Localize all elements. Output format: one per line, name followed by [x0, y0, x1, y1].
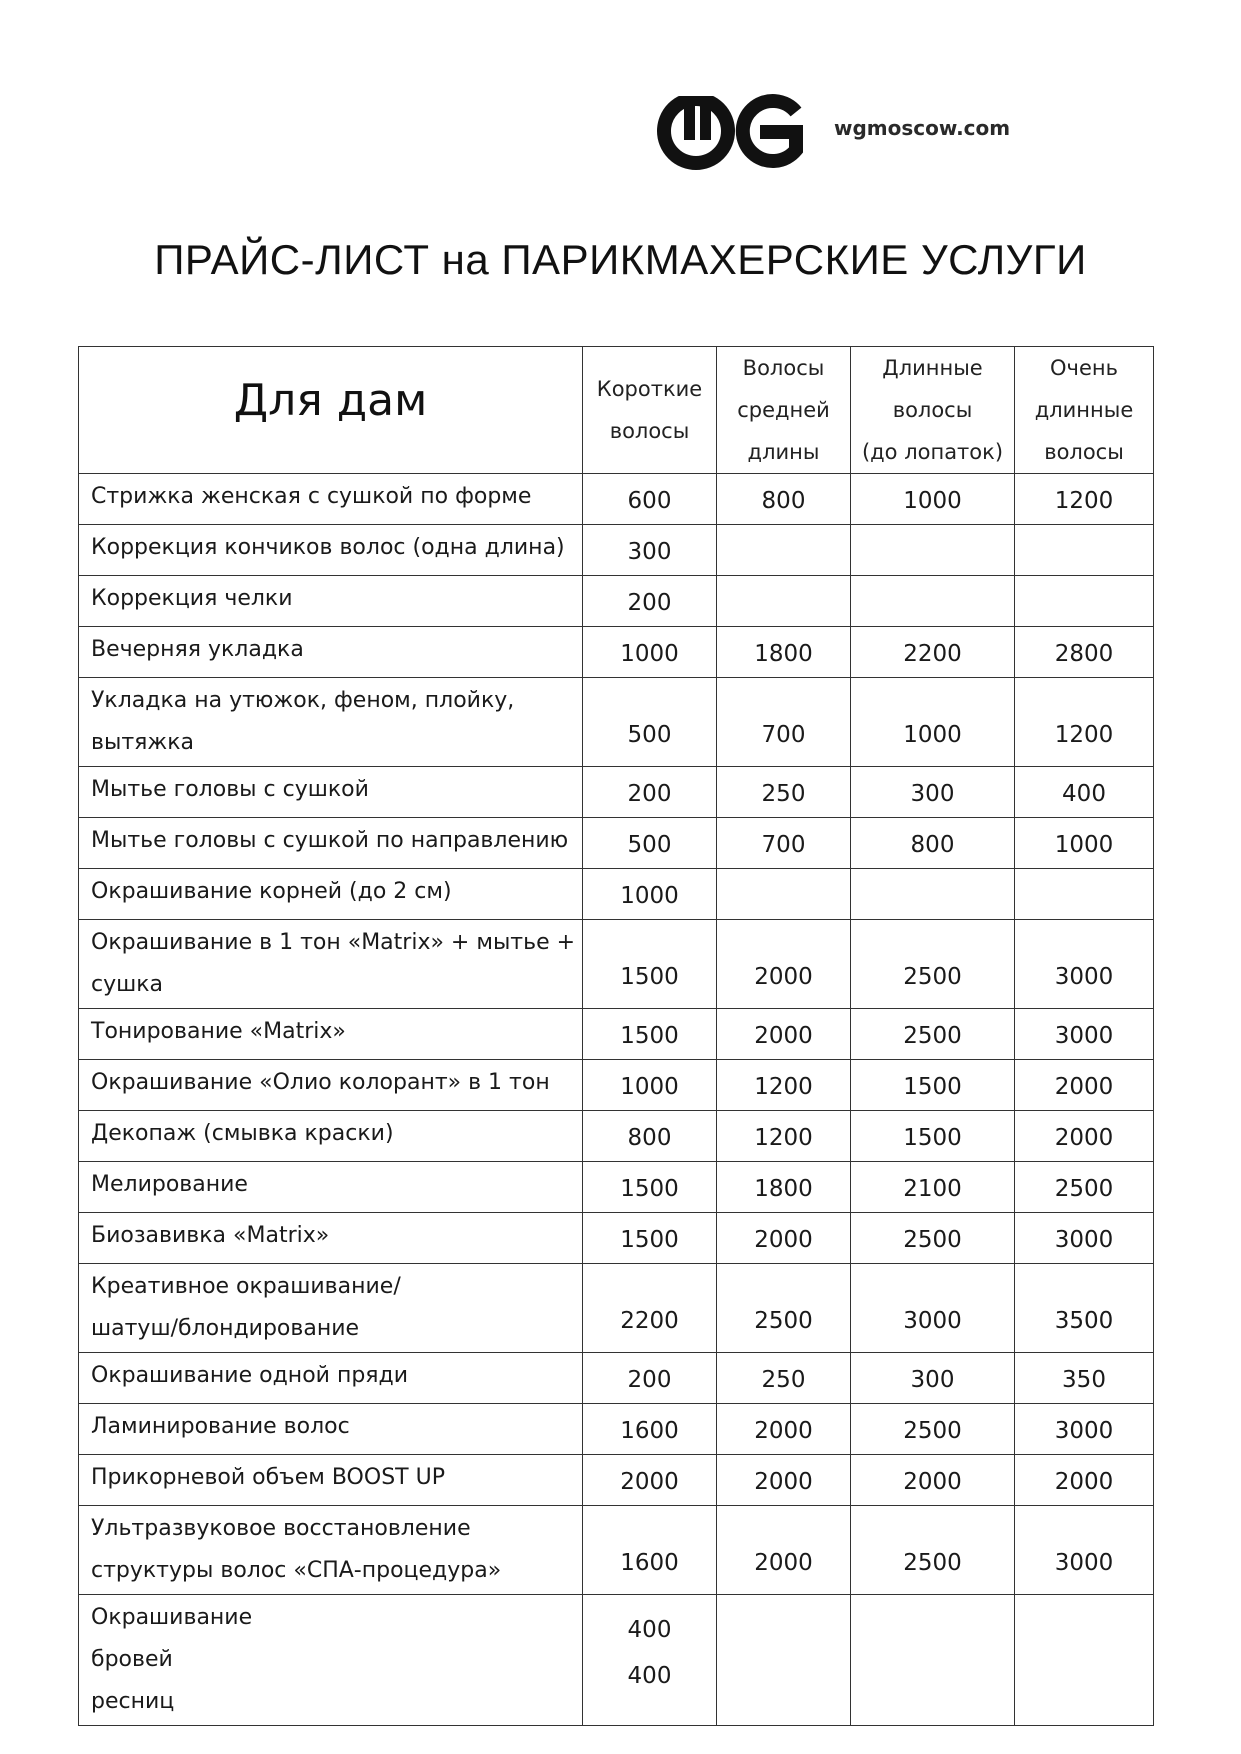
price-cell — [1015, 1506, 1154, 1595]
price-value: 1500 — [903, 1074, 962, 1100]
price-value: 1200 — [1054, 722, 1114, 748]
price-value: 1200 — [754, 1125, 813, 1151]
service-name — [79, 1506, 583, 1595]
price-cell — [717, 1506, 851, 1595]
service-name-line: Окрашивание «Олио колорант» в 1 тон — [91, 1070, 550, 1095]
table-row — [79, 1162, 1154, 1213]
price-cell — [717, 920, 851, 1009]
price-value: 200 — [627, 590, 672, 616]
table-row — [79, 1506, 1154, 1595]
price-cell — [851, 1595, 1015, 1726]
price-value: 3000 — [1054, 964, 1114, 990]
price-value: 800 — [761, 488, 806, 514]
table-row — [79, 1111, 1154, 1162]
service-name-line: сушка — [91, 972, 164, 997]
price-cell — [717, 767, 851, 818]
service-name — [79, 1213, 583, 1264]
price-value: 1000 — [903, 488, 962, 514]
price-cell — [583, 1506, 717, 1595]
service-name — [79, 1111, 583, 1162]
service-name — [79, 474, 583, 525]
column-header-long: Длинные волосы (до лопаток) — [851, 347, 1015, 474]
price-value: 250 — [761, 1367, 806, 1393]
service-name-line: Окрашивание одной пряди — [91, 1363, 409, 1388]
price-cell — [717, 525, 851, 576]
price-value: 1000 — [903, 722, 962, 748]
service-name — [79, 1264, 583, 1353]
price-value: 700 — [761, 722, 806, 748]
service-name-line: шатуш/блондирование — [91, 1316, 360, 1341]
price-value: 1000 — [620, 641, 679, 667]
price-cell — [583, 1264, 717, 1353]
price-value: 2000 — [1054, 1125, 1114, 1151]
page-title: ПРАЙС-ЛИСТ на ПАРИКМАХЕРСКИЕ УСЛУГИ — [154, 236, 1087, 283]
service-name — [79, 920, 583, 1009]
price-cell — [717, 1404, 851, 1455]
service-name-line: Креативное окрашивание/ — [91, 1274, 401, 1299]
table-row — [79, 869, 1154, 920]
service-name-line: вытяжка — [91, 730, 194, 755]
service-name-line: Мелирование — [91, 1172, 248, 1197]
price-value: 2000 — [754, 1418, 813, 1444]
price-cell — [583, 474, 717, 525]
price-cell — [851, 1213, 1015, 1264]
price-cell — [851, 1264, 1015, 1353]
price-cell — [717, 576, 851, 627]
price-cell — [1015, 1213, 1154, 1264]
price-value: 600 — [627, 488, 672, 514]
price-cell — [583, 1404, 717, 1455]
price-cell — [717, 869, 851, 920]
price-value: 2500 — [903, 964, 962, 990]
price-value: 2500 — [754, 1308, 813, 1334]
table-row — [79, 1404, 1154, 1455]
price-cell — [1015, 1111, 1154, 1162]
service-name — [79, 627, 583, 678]
price-value: 3000 — [1054, 1023, 1114, 1049]
price-cell — [717, 1111, 851, 1162]
price-cell — [583, 525, 717, 576]
price-value: 2100 — [903, 1176, 962, 1202]
column-header-short: Короткие волосы — [583, 347, 717, 474]
price-cell — [851, 1506, 1015, 1595]
table-row — [79, 1595, 1154, 1726]
price-cell — [583, 920, 717, 1009]
price-value: 2500 — [903, 1227, 962, 1253]
price-cell — [851, 920, 1015, 1009]
price-value: 1200 — [1054, 488, 1114, 514]
price-cell — [583, 818, 717, 869]
service-name — [79, 1060, 583, 1111]
service-name-line: Стрижка женская с сушкой по форме — [91, 484, 532, 509]
service-name-line: Тонирование «Matrix» — [91, 1019, 346, 1044]
price-value: 500 — [627, 722, 672, 748]
price-value: 2200 — [903, 641, 962, 667]
service-name-line: структуры волос «СПА-процедура» — [91, 1558, 502, 1583]
price-cell — [717, 1595, 851, 1726]
price-value: 500 — [627, 832, 672, 858]
table-row — [79, 1455, 1154, 1506]
price-cell — [583, 869, 717, 920]
table-row — [79, 1009, 1154, 1060]
price-value: 300 — [910, 781, 955, 807]
price-cell — [717, 1213, 851, 1264]
price-cell — [1015, 678, 1154, 767]
table-row — [79, 920, 1154, 1009]
table-row — [79, 1264, 1154, 1353]
table-row — [79, 525, 1154, 576]
price-value: 2000 — [754, 1550, 813, 1576]
service-name-line: Окрашивание — [91, 1605, 253, 1630]
price-value: 2000 — [754, 1023, 813, 1049]
price-cell — [1015, 1162, 1154, 1213]
price-cell — [1015, 818, 1154, 869]
table-row — [79, 1353, 1154, 1404]
price-cell — [583, 1595, 717, 1726]
price-value: 800 — [627, 1125, 672, 1151]
price-value: 3000 — [1054, 1227, 1114, 1253]
wg-logo-icon — [656, 88, 806, 174]
price-cell — [1015, 1353, 1154, 1404]
price-value: 2000 — [903, 1469, 962, 1495]
price-cell — [717, 1353, 851, 1404]
price-value: 400 — [1062, 781, 1106, 807]
price-value: 1800 — [754, 1176, 813, 1202]
price-cell — [1015, 1060, 1154, 1111]
price-value: 700 — [761, 832, 806, 858]
table-row — [79, 767, 1154, 818]
price-cell — [1015, 576, 1154, 627]
column-header-very-long: Очень длинные волосы — [1015, 347, 1154, 474]
price-value: 1500 — [620, 1227, 679, 1253]
price-value: 3000 — [903, 1308, 962, 1334]
price-value: 2000 — [620, 1469, 679, 1495]
service-name — [79, 525, 583, 576]
service-name — [79, 1404, 583, 1455]
service-name — [79, 1455, 583, 1506]
service-name — [79, 576, 583, 627]
table-header-row — [79, 347, 1154, 474]
service-name — [79, 818, 583, 869]
price-cell — [1015, 1404, 1154, 1455]
price-value: 200 — [627, 1367, 672, 1393]
service-name — [79, 1595, 583, 1726]
price-cell — [851, 1162, 1015, 1213]
price-cell — [1015, 1264, 1154, 1353]
price-cell — [583, 767, 717, 818]
price-value: 400 400 — [627, 1617, 672, 1689]
price-cell — [583, 1213, 717, 1264]
price-cell — [851, 525, 1015, 576]
service-name-line: Укладка на утюжок, феном, плойку, — [91, 688, 515, 713]
price-value: 300 — [627, 539, 672, 565]
price-cell — [717, 678, 851, 767]
price-value: 3000 — [1054, 1418, 1114, 1444]
service-name-line: Прикорневой объем BOOST UP — [91, 1465, 445, 1490]
price-cell — [1015, 869, 1154, 920]
service-name-line: бровей — [91, 1647, 173, 1672]
price-cell — [583, 1009, 717, 1060]
price-value: 1200 — [754, 1074, 813, 1100]
price-cell — [717, 474, 851, 525]
price-cell — [583, 1162, 717, 1213]
service-name-line: Вечерняя укладка — [91, 637, 304, 662]
column-header-medium: Волосы средней длины — [717, 347, 851, 474]
price-cell — [1015, 627, 1154, 678]
price-value: 2000 — [754, 1469, 813, 1495]
service-name — [79, 1009, 583, 1060]
price-cell — [851, 869, 1015, 920]
price-value: 2200 — [620, 1308, 679, 1334]
service-name-line: Декопаж (смывка краски) — [91, 1121, 394, 1146]
service-name-line: ресниц — [91, 1689, 175, 1714]
price-cell — [1015, 1455, 1154, 1506]
price-cell — [1015, 474, 1154, 525]
price-cell — [583, 1353, 717, 1404]
table-row — [79, 1060, 1154, 1111]
table-row — [79, 474, 1154, 525]
price-cell — [851, 474, 1015, 525]
price-cell — [717, 1162, 851, 1213]
price-table — [78, 346, 1154, 1726]
price-cell — [1015, 1009, 1154, 1060]
price-value: 1500 — [903, 1125, 962, 1151]
price-cell — [583, 678, 717, 767]
service-name-line: Окрашивание в 1 тон «Matrix» + мытье + — [91, 930, 576, 955]
section-heading: Для дам — [79, 347, 583, 474]
price-value: 200 — [627, 781, 672, 807]
table-row — [79, 627, 1154, 678]
service-name-line: Коррекция кончиков волос (одна длина) — [91, 535, 565, 560]
service-name-line: Биозавивка «Matrix» — [91, 1223, 330, 1248]
price-value: 300 — [910, 1367, 955, 1393]
price-value: 2000 — [754, 1227, 813, 1253]
price-value: 1000 — [620, 883, 679, 909]
price-cell — [583, 576, 717, 627]
price-value: 2500 — [1054, 1176, 1114, 1202]
price-cell — [851, 1455, 1015, 1506]
service-name — [79, 869, 583, 920]
price-cell — [583, 1455, 717, 1506]
price-value: 2500 — [903, 1023, 962, 1049]
price-value: 1800 — [754, 641, 813, 667]
price-cell — [583, 1111, 717, 1162]
table-row — [79, 1213, 1154, 1264]
table-row — [79, 818, 1154, 869]
service-name-line: Окрашивание корней (до 2 см) — [91, 879, 452, 904]
price-value: 1600 — [620, 1550, 679, 1576]
price-value: 2800 — [1054, 641, 1114, 667]
price-value: 1600 — [620, 1418, 679, 1444]
price-cell — [851, 1060, 1015, 1111]
price-cell — [717, 627, 851, 678]
price-cell — [717, 818, 851, 869]
price-cell — [1015, 920, 1154, 1009]
price-value: 1500 — [620, 1176, 679, 1202]
price-cell — [1015, 1595, 1154, 1726]
price-cell — [851, 678, 1015, 767]
price-cell — [851, 1009, 1015, 1060]
price-cell — [851, 1404, 1015, 1455]
price-value: 1500 — [620, 1023, 679, 1049]
service-name-line: Мытье головы с сушкой по направлению — [91, 828, 569, 853]
price-value: 1000 — [620, 1074, 679, 1100]
brand-logo — [656, 88, 1011, 174]
service-name-line: Ламинирование волос — [91, 1414, 350, 1439]
price-cell — [851, 767, 1015, 818]
price-cell — [583, 1060, 717, 1111]
service-name — [79, 1162, 583, 1213]
service-name-line: Мытье головы с сушкой — [91, 777, 369, 802]
service-name-line: Ультразвуковое восстановление — [91, 1516, 471, 1541]
price-cell — [851, 1353, 1015, 1404]
price-value: 2000 — [754, 964, 813, 990]
price-value: 350 — [1062, 1367, 1106, 1393]
table-row — [79, 576, 1154, 627]
price-cell — [717, 1009, 851, 1060]
website-link[interactable]: wgmoscow.com — [834, 116, 1011, 140]
price-value: 2000 — [1054, 1074, 1114, 1100]
price-value: 2500 — [903, 1550, 962, 1576]
service-name-line: Коррекция челки — [91, 586, 293, 611]
price-value: 3500 — [1054, 1308, 1114, 1334]
price-cell — [1015, 767, 1154, 818]
price-cell — [851, 627, 1015, 678]
price-cell — [717, 1060, 851, 1111]
price-cell — [851, 818, 1015, 869]
price-cell — [717, 1455, 851, 1506]
price-cell — [1015, 525, 1154, 576]
price-cell — [717, 1264, 851, 1353]
price-cell — [851, 1111, 1015, 1162]
price-value: 2000 — [1054, 1469, 1114, 1495]
price-value: 1500 — [620, 964, 679, 990]
price-cell — [851, 576, 1015, 627]
price-value: 2500 — [903, 1418, 962, 1444]
price-value: 3000 — [1054, 1550, 1114, 1576]
service-name — [79, 678, 583, 767]
price-value: 1000 — [1054, 832, 1114, 858]
price-value: 800 — [910, 832, 955, 858]
price-cell — [583, 627, 717, 678]
table-row — [79, 678, 1154, 767]
service-name — [79, 767, 583, 818]
price-value: 250 — [761, 781, 806, 807]
service-name — [79, 1353, 583, 1404]
